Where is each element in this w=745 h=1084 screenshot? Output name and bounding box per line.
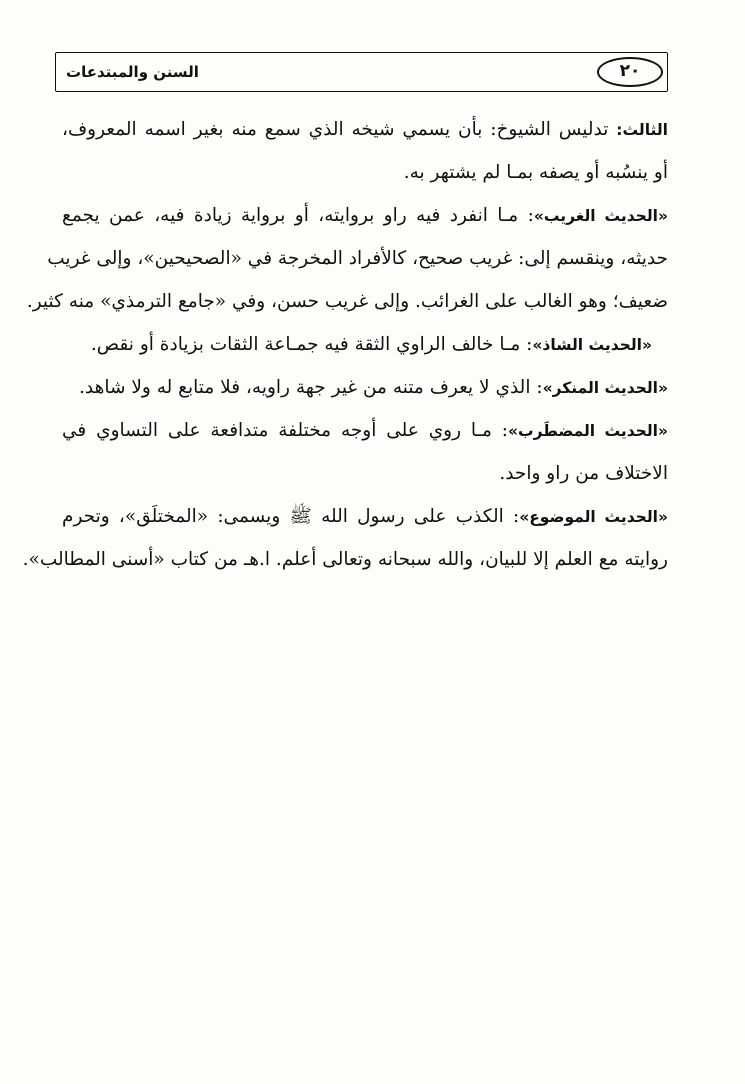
- term-label: «الحديث المضطَرب»: [507, 422, 668, 440]
- term-label: الثالث:: [616, 121, 668, 139]
- paragraph-line: حديثه، وينقسم إلى: غريب صحيح، كالأفراد المخرجة في «الصحيحين»، وإلى غريب: [47, 248, 668, 269]
- term-label: «الحديث الشاذ»: [532, 336, 652, 354]
- paragraph-line: روايته مع العلم إلا للبيان، والله سبحانه وتعالى أعلم. ا.هـ من كتاب «أسنى المطالب».: [22, 549, 668, 570]
- paragraph-mudtarib: [62, 409, 668, 495]
- paragraph-line: : الكذب على رسول الله ﷺ ويسمى: «المختلَق»، وتحرم: [62, 506, 520, 527]
- paragraph-third-type: [62, 108, 668, 194]
- paragraph-munkar: [62, 366, 668, 409]
- page-header: [55, 52, 668, 92]
- paragraph-gharib: [26, 194, 668, 323]
- paragraph-line: أو ينسُبه أو يصفه بمـا لم يشتهر به.: [403, 162, 668, 183]
- page-number: ٢٠: [597, 57, 663, 87]
- paragraph-line: : الذي لا يعرف متنه من غير جهة راويه، فلا متابع له ولا شاهد.: [79, 377, 543, 398]
- paragraph-line: الاختلاف من راو واحد.: [499, 463, 668, 484]
- term-label: «الحديث المنكر»: [542, 379, 668, 397]
- term-label: «الحديث الموضوع»: [519, 508, 668, 526]
- paragraph-shadh: [62, 323, 668, 366]
- paragraph-line: تدليس الشيوخ: بأن يسمي شيخه الذي سمع منه بغير اسمه المعروف،: [62, 119, 617, 140]
- paragraph-line: ضعيف؛ وهو الغالب على الغرائب. وإلى غريب حسن، وفي «جامع الترمذي» منه كثير.: [26, 291, 668, 312]
- page-body: [22, 108, 668, 581]
- paragraph-line: : مـا انفرد فيه راو بروايته، أو برواية زيادة فيه، عمن يجمع: [62, 205, 534, 226]
- running-title: السنن والمبتدعات: [66, 63, 199, 81]
- paragraph-mawdu: [22, 495, 668, 581]
- paragraph-line: : مـا روي على أوجه مختلفة متدافعة على التساوي في: [62, 420, 508, 441]
- paragraph-line: : مـا خالف الراوي الثقة فيه جمـاعة الثقات بزيادة أو نقص.: [90, 334, 533, 355]
- term-label: «الحديث الغريب»: [533, 207, 668, 225]
